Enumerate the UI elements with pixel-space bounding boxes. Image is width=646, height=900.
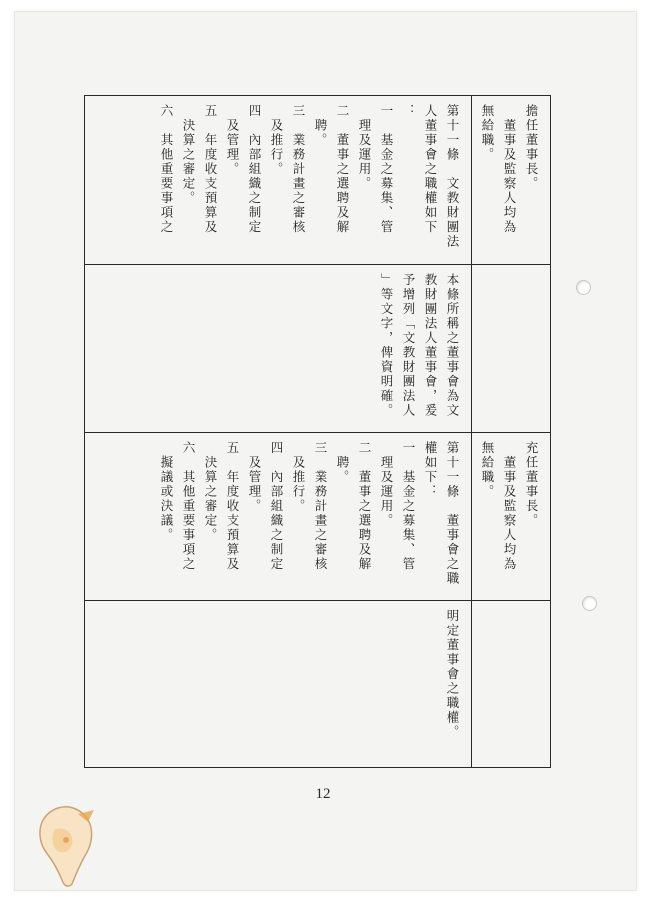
amended-article-cell [85,96,471,264]
amendment-reason-side-cell [472,265,550,432]
amended-continuation-cell [472,96,550,264]
text-column: 五 年度收支預算及 [203,104,218,235]
explanation-text [91,609,463,761]
text-column: 充任董事長。 [524,441,539,528]
text-column: 予增列「文教財團法人 [401,273,416,418]
text-column: 二 董事之選聘及解 [357,441,372,572]
amended-continuation-text [478,104,542,258]
text-column: 無給職。 [480,441,495,499]
text-column: 人董事會之職權如下 [423,104,438,235]
amendment-reason-cell [85,265,471,432]
text-column: 董事及監察人均為 [502,441,517,572]
text-column: 一 基金之募集、管 [379,104,394,235]
original-continuation-text [478,441,542,594]
text-column: 四 內部組織之制定 [269,441,284,572]
amendment-reason-text [91,273,463,426]
text-column: 無給職。 [480,104,495,162]
page-number: 12 [315,786,331,802]
text-column: 聘。 [313,104,328,148]
comparison-table [84,95,551,768]
text-column: 董事及監察人均為 [502,104,517,235]
text-column: 五 年度收支預算及 [225,441,240,572]
text-column: ： [401,104,416,119]
text-column: 權如下： [423,441,438,499]
binding-hole-top [576,280,591,295]
binding-hole-bottom [582,596,597,611]
text-column: 六 其他重要事項之 [181,441,196,572]
text-column: 理及運用。 [357,104,372,191]
text-column: 擔任董事長。 [524,104,539,191]
text-column: 一 基金之募集、管 [401,441,416,572]
text-column: 第十一條 文教財團法 [445,104,460,249]
original-continuation-cell [472,433,550,600]
text-column: 六 其他重要事項之 [159,104,174,235]
text-column: 理及運用。 [379,441,394,528]
text-column: 三 業務計畫之審核 [291,104,306,235]
text-column: 三 業務計畫之審核 [313,441,328,572]
text-column: 教財團法人董事會，爰 [423,273,438,418]
text-column: 明定董事會之職權。 [445,609,460,740]
text-column: 及推行。 [291,441,306,514]
text-column: 第十一條 董事會之職 [445,441,460,586]
text-column: 聘。 [335,441,350,485]
text-column: 及推行。 [269,104,284,177]
text-column: 及管理。 [225,104,240,177]
text-column: 四 內部組織之制定 [247,104,262,235]
original-article-text [91,441,463,594]
text-column: 及管理。 [247,441,262,514]
taiwan-map-logo-icon [18,800,118,892]
explanation-cell [85,601,471,767]
text-column: 決算之審定。 [203,441,218,543]
original-article-cell [85,433,471,600]
text-column: 二 董事之選聘及解 [335,104,350,235]
text-column: 」等文字，俾資明確。 [379,273,394,418]
amended-article-text [91,104,463,258]
explanation-side-cell [472,601,550,767]
text-column: 擬議或決議。 [159,441,174,543]
text-column: 決算之審定。 [181,104,196,206]
text-column: 本條所稱之董事會為文 [445,273,460,418]
